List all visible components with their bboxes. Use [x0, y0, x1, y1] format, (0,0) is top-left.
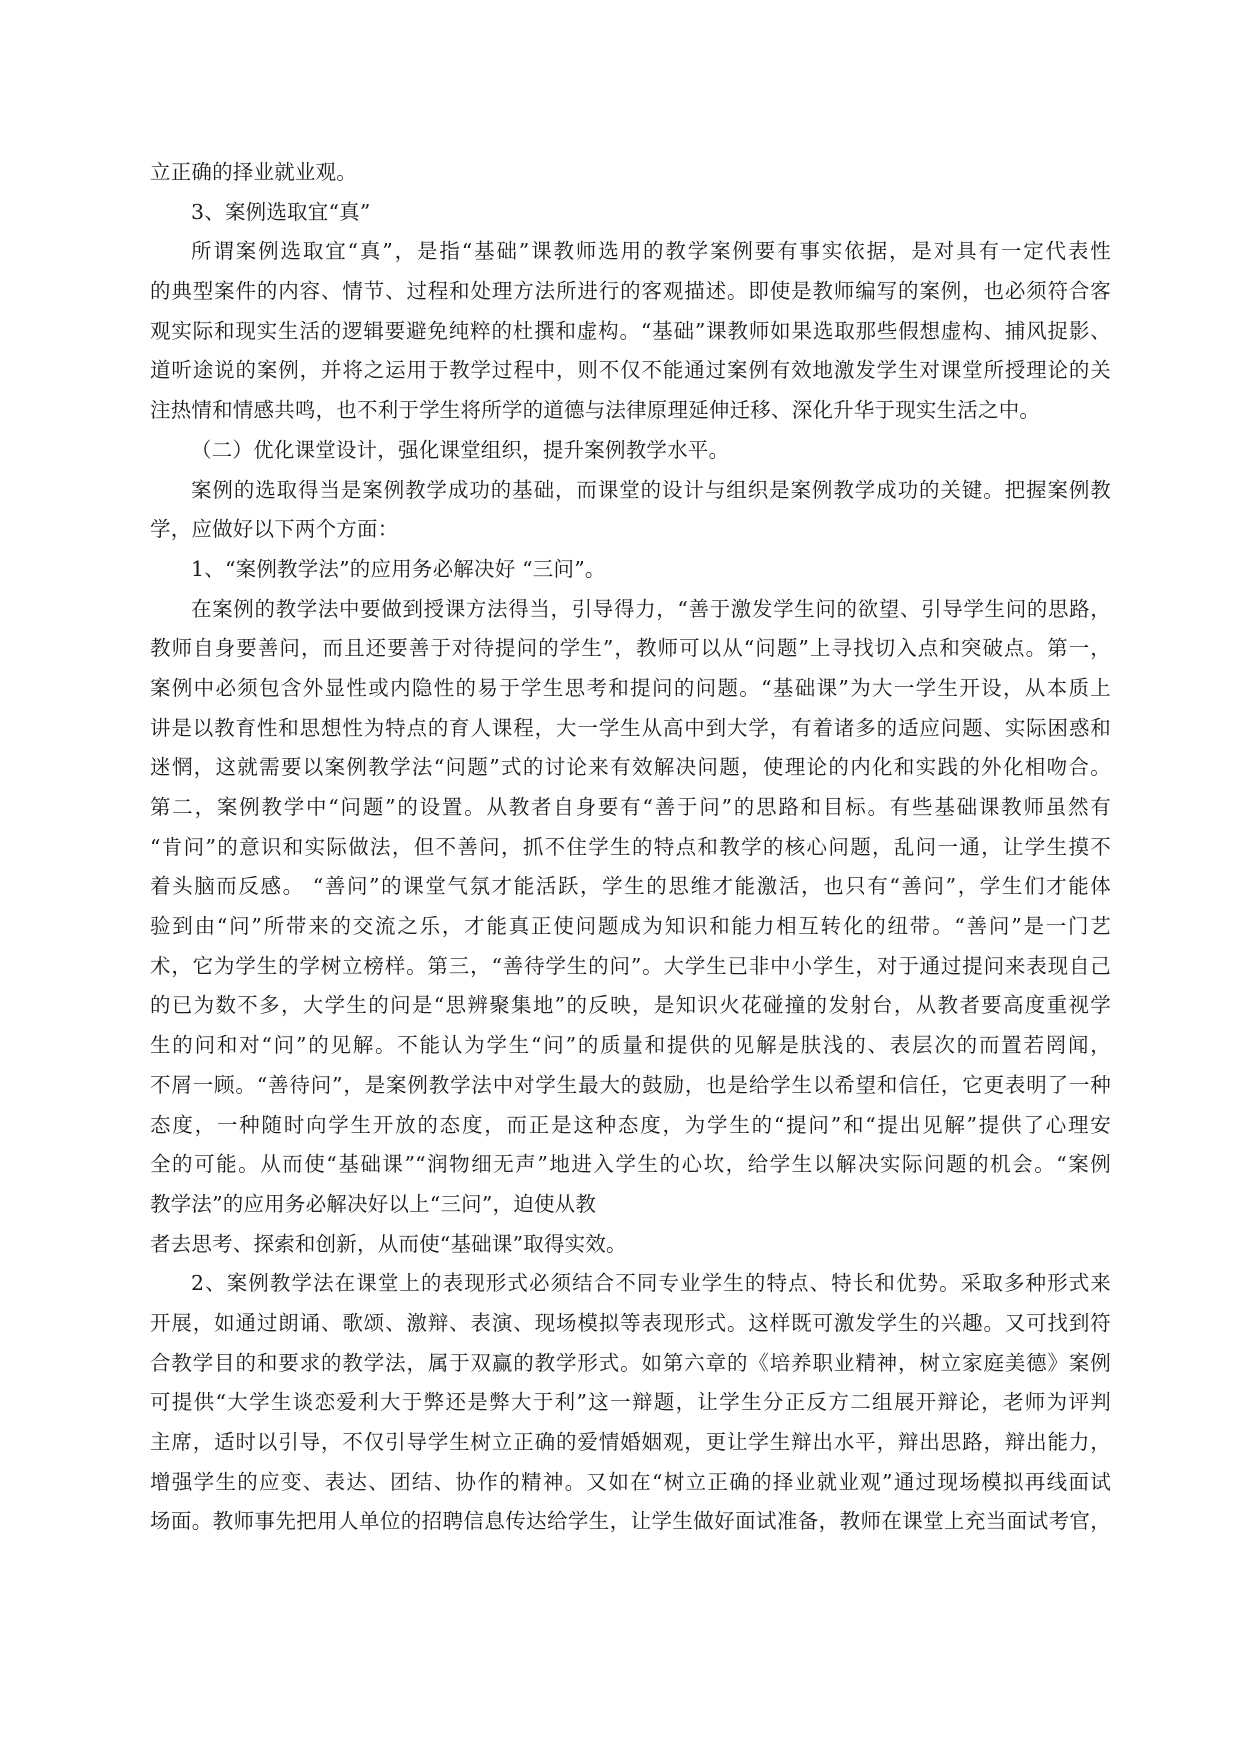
text-line: 的典型案件的内容、情节、过程和处理方法所进行的客观描述。即使是教师编写的案例，也必须符合客	[150, 279, 1111, 304]
text-line: 3、案例选取宜“真”	[191, 199, 371, 224]
text-line: 教师自身要善问，而且还要善于对待提问的学生”，教师可以从“问题”上寻找切入点和突破点。第一，	[150, 636, 1111, 661]
text-line: 教学法”的应用务必解决好以上“三问”，迫使从教	[150, 1191, 597, 1216]
text-line: “肯问”的意识和实际做法，但不善问，抓不住学生的特点和教学的核心问题，乱问一通，让学生摸不	[150, 834, 1111, 859]
text-line: 迷惘，这就需要以案例教学法“问题”式的讨论来有效解决问题，使理论的内化和实践的外化相吻合。	[150, 755, 1111, 780]
text-line: 术，它为学生的学树立榜样。第三，“善待学生的问”。大学生已非中小学生，对于通过提问来表现自己	[150, 953, 1111, 978]
text-line: 案例的选取得当是案例教学成功的基础，而课堂的设计与组织是案例教学成功的关键。把握案例教	[191, 477, 1111, 502]
text-line: 者去思考、探索和创新，从而使“基础课”取得实效。	[150, 1231, 627, 1256]
text-line: 第二，案例教学中“问题”的设置。从教者自身要有“善于问”的思路和目标。有些基础课教师虽然有	[150, 795, 1111, 819]
text-line: 主席，适时以引导，不仅引导学生树立正确的爱情婚姻观，更让学生辩出水平，辩出思路，辩出能力，	[150, 1430, 1111, 1454]
text-line: 可提供“大学生谈恋爱利大于弊还是弊大于利”这一辩题，让学生分正反方二组展开辩论，老师为评判	[150, 1390, 1111, 1415]
text-line: 全的可能。从而使“基础课”“润物细无声”地进入学生的心坎，给学生以解决实际问题的机会。“案例	[150, 1152, 1111, 1177]
text-line: 1、“案例教学法”的应用务必解决好 “三问”。	[191, 556, 606, 581]
text-line: 道听途说的案例，并将之运用于教学过程中，则不仅不能通过案例有效地激发学生对课堂所授理论的关	[150, 358, 1111, 383]
text-line: 验到由“问”所带来的交流之乐，才能真正使问题成为知识和能力相互转化的纽带。“善问”是一门艺	[150, 914, 1111, 939]
text-line: 态度，一种随时向学生开放的态度，而正是这种态度，为学生的“提问”和“提出见解”提供了心理安	[150, 1112, 1111, 1137]
text-line: 场面。教师事先把用人单位的招聘信息传达给学生，让学生做好面试准备，教师在课堂上充当面试考官，	[150, 1509, 1111, 1534]
text-line: 注热情和情感共鸣，也不利于学生将所学的道德与法律原理延伸迁移、深化升华于现实生活之中。	[150, 398, 1041, 423]
text-line: 案例中必须包含外显性或内隐性的易于学生思考和提问的问题。“基础课”为大一学生开设，从本质上	[150, 675, 1111, 700]
text-line: 生的问和对“问”的见解。不能认为学生“问”的质量和提供的见解是肤浅的、表层次的而置若罔闻，	[150, 1033, 1111, 1058]
text-line: 合教学目的和要求的教学法，属于双赢的教学形式。如第六章的《培养职业精神，树立家庭美德》案例	[150, 1350, 1111, 1375]
document-page	[150, 153, 1111, 1542]
text-line: 观实际和现实生活的逻辑要避免纯粹的杜撰和虚构。“基础”课教师如果选取那些假想虚构、捕风捉影、	[150, 318, 1111, 343]
text-line: 在案例的教学法中要做到授课方法得当，引导得力，“善于激发学生问的欲望、引导学生问的思路，	[191, 596, 1111, 621]
text-line: 讲是以教育性和思想性为特点的育人课程，大一学生从高中到大学，有着诸多的适应问题、实际困惑和	[150, 715, 1111, 740]
text-line: 增强学生的应变、表达、团结、协作的精神。又如在“树立正确的择业就业观”通过现场模拟再线面试	[150, 1469, 1111, 1494]
text-line: （二）优化课堂设计，强化课堂组织，提升案例教学水平。	[191, 437, 730, 462]
text-line: 的已为数不多，大学生的问是“思辨聚集地”的反映，是知识火花碰撞的发射台，从教者要高度重视学	[150, 993, 1111, 1018]
text-line: 所谓案例选取宜“真”，是指“基础”课教师选用的教学案例要有事实依据，是对具有一定代表性	[191, 239, 1111, 264]
text-line: 2、案例教学法在课堂上的表现形式必须结合不同专业学生的特点、特长和优势。采取多种形式来	[191, 1271, 1111, 1296]
text-line: 立正确的择业就业观。	[150, 160, 357, 184]
text-line: 开展，如通过朗诵、歌颂、激辩、表演、现场模拟等表现形式。这样既可激发学生的兴趣。又可找到符	[150, 1310, 1111, 1335]
text-line: 学，应做好以下两个方面：	[150, 517, 399, 542]
text-line: 不屑一顾。“善待问”，是案例教学法中对学生最大的鼓励，也是给学生以希望和信任，它更表明了一种	[150, 1072, 1111, 1097]
text-line: 着头脑而反感。 “善问”的课堂气氛才能活跃，学生的思维才能激活，也只有“善问”，学生们才能体	[150, 874, 1111, 899]
